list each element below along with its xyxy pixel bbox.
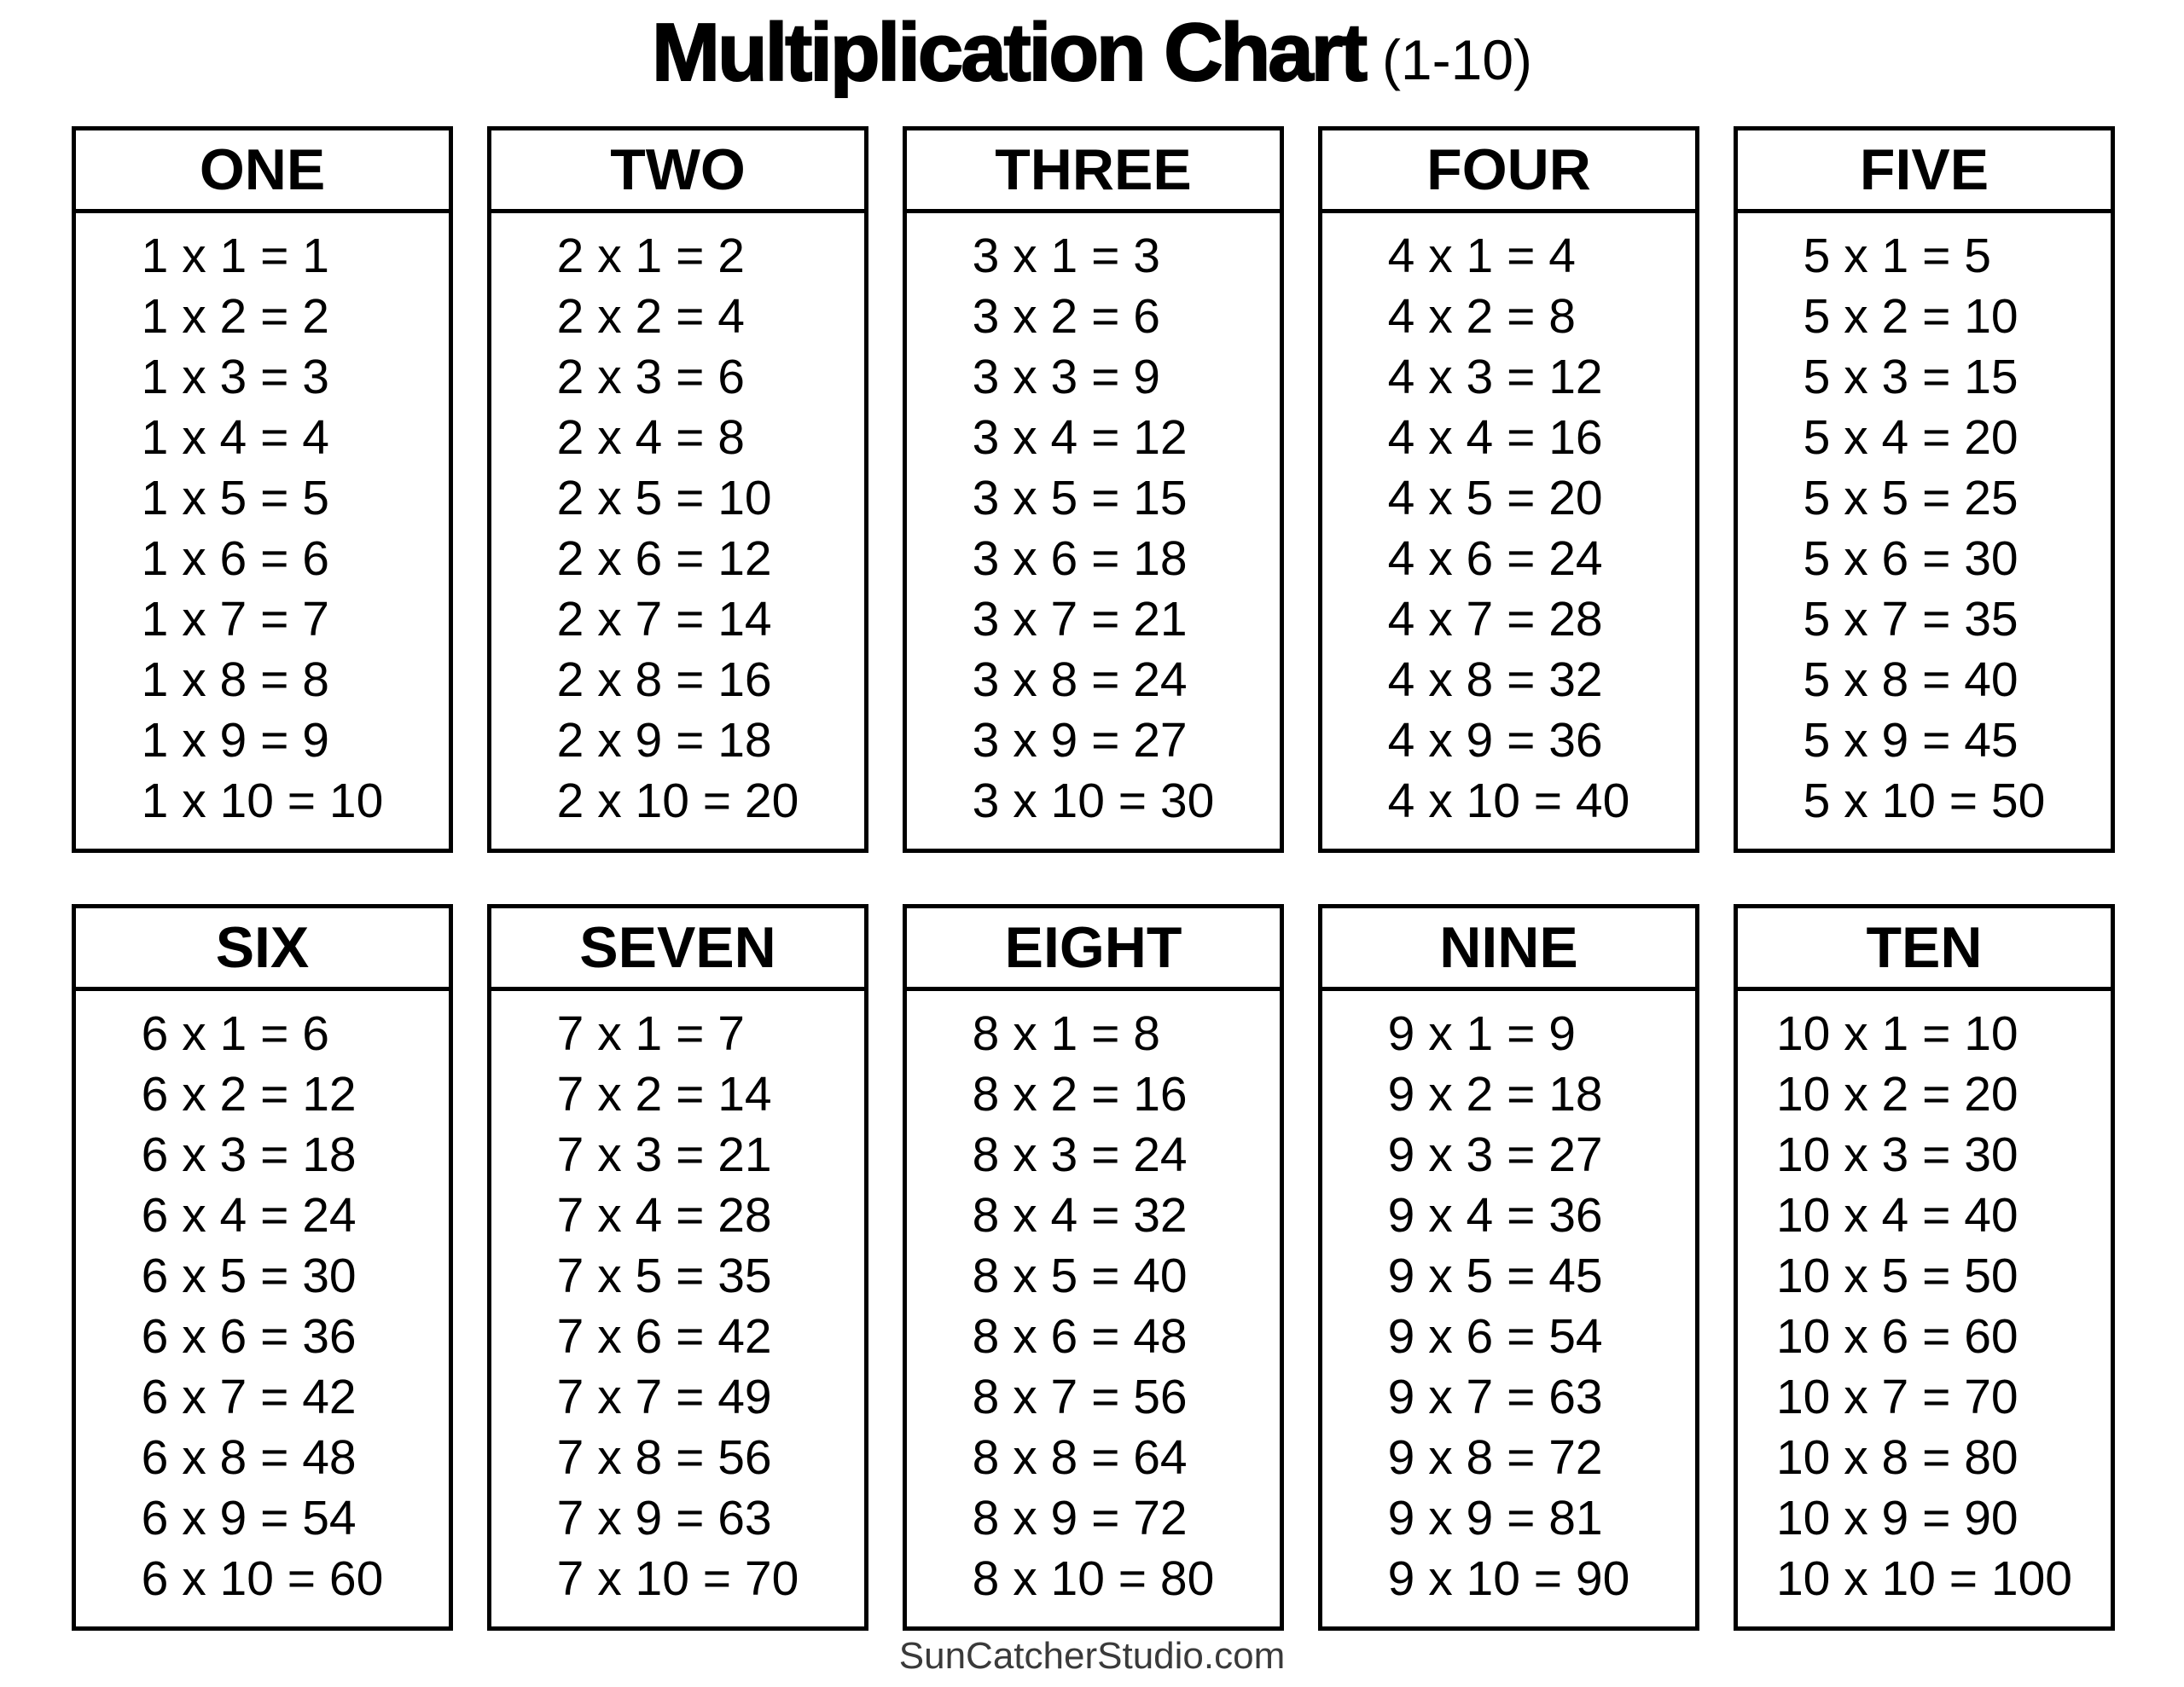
fact-row: 9 x 5 = 45 [1387,1249,1603,1303]
fact-row: 4 x 10 = 40 [1387,774,1630,828]
fact-row: 8 x 4 = 32 [972,1188,1188,1243]
fact-row: 5 x 3 = 15 [1803,350,2018,404]
fact-row: 3 x 7 = 21 [972,592,1188,646]
fact-list [1388,226,1630,832]
fact-row: 1 x 8 = 8 [141,652,329,707]
card-one-header [76,130,449,213]
fact-row: 10 x 9 = 90 [1775,1491,2018,1545]
fact-row: 3 x 8 = 24 [972,652,1188,707]
fact-row: 4 x 1 = 4 [1387,229,1576,283]
fact-row: 3 x 3 = 9 [972,350,1160,404]
card-four-body [1322,213,1695,844]
fact-row: 10 x 2 = 20 [1775,1067,2018,1122]
fact-row: 8 x 1 = 8 [972,1006,1160,1061]
card-six-body [76,991,449,1622]
fact-row: 2 x 3 = 6 [556,350,745,404]
fact-row: 6 x 7 = 42 [141,1370,357,1424]
card-six-heading: SIX [215,915,310,980]
card-two-body [491,213,864,844]
fact-row: 10 x 7 = 70 [1775,1370,2018,1424]
card-one-heading: ONE [199,137,326,202]
fact-row: 3 x 1 = 3 [972,229,1160,283]
card-seven-header [491,908,864,991]
card-eight [903,904,1284,1631]
fact-row: 3 x 2 = 6 [972,289,1160,344]
fact-row: 7 x 4 = 28 [556,1188,772,1243]
card-three-heading: THREE [995,137,1192,202]
card-seven-body [491,991,864,1622]
fact-row: 9 x 8 = 72 [1387,1430,1603,1485]
card-six-header [76,908,449,991]
card-ten-body [1738,991,2111,1622]
fact-row: 3 x 4 = 12 [972,410,1188,465]
fact-row: 1 x 1 = 1 [141,229,329,283]
fact-row: 1 x 7 = 7 [141,592,329,646]
fact-row: 1 x 4 = 4 [141,410,329,465]
fact-row: 2 x 10 = 20 [556,774,799,828]
card-five-header [1738,130,2111,213]
fact-row: 4 x 5 = 20 [1387,471,1603,525]
fact-row: 4 x 4 = 16 [1387,410,1603,465]
card-three-header [907,130,1280,213]
fact-row: 4 x 8 = 32 [1387,652,1603,707]
fact-row: 10 x 8 = 80 [1775,1430,2018,1485]
fact-row: 2 x 7 = 14 [556,592,772,646]
fact-row: 6 x 8 = 48 [141,1430,357,1485]
fact-list [142,226,384,832]
card-four [1318,126,1699,853]
card-nine-header [1322,908,1695,991]
card-five-heading: FIVE [1859,137,1989,202]
fact-row: 1 x 3 = 3 [141,350,329,404]
footer-credit: SunCatcherStudio.com [898,1635,1286,1677]
fact-row: 6 x 5 = 30 [141,1249,357,1303]
fact-row: 2 x 4 = 8 [556,410,745,465]
card-seven [487,904,868,1631]
card-two [487,126,868,853]
card-seven-heading: SEVEN [579,915,776,980]
card-one [72,126,453,853]
fact-row: 3 x 10 = 30 [972,774,1215,828]
fact-row: 7 x 2 = 14 [556,1067,772,1122]
fact-row: 8 x 7 = 56 [972,1370,1188,1424]
fact-row: 6 x 3 = 18 [141,1128,357,1182]
card-nine-body [1322,991,1695,1622]
page-title-range: (1-10) [1381,28,1533,91]
card-nine-heading: NINE [1439,915,1578,980]
fact-row: 5 x 2 = 10 [1803,289,2018,344]
fact-row: 2 x 8 = 16 [556,652,772,707]
fact-row: 10 x 4 = 40 [1775,1188,2018,1243]
card-eight-body [907,991,1280,1622]
fact-row: 9 x 1 = 9 [1387,1006,1576,1061]
fact-row: 10 x 1 = 10 [1775,1006,2018,1061]
fact-row: 9 x 10 = 90 [1387,1551,1630,1606]
fact-row: 3 x 6 = 18 [972,531,1188,586]
fact-row: 8 x 10 = 80 [972,1551,1215,1606]
card-four-header [1322,130,1695,213]
fact-row: 9 x 7 = 63 [1387,1370,1603,1424]
fact-row: 4 x 3 = 12 [1387,350,1603,404]
card-five-body [1738,213,2111,844]
fact-row: 5 x 6 = 30 [1803,531,2018,586]
fact-row: 6 x 1 = 6 [141,1006,329,1061]
card-four-heading: FOUR [1426,137,1591,202]
fact-list [557,1004,799,1609]
fact-row: 1 x 9 = 9 [141,713,329,768]
fact-row: 4 x 7 = 28 [1387,592,1603,646]
fact-row: 9 x 3 = 27 [1387,1128,1603,1182]
fact-row: 7 x 3 = 21 [556,1128,772,1182]
fact-row: 7 x 1 = 7 [556,1006,745,1061]
fact-row: 9 x 2 = 18 [1387,1067,1603,1122]
card-three [903,126,1284,853]
fact-row: 4 x 9 = 36 [1387,713,1603,768]
fact-list [557,226,799,832]
fact-row: 5 x 9 = 45 [1803,713,2018,768]
fact-row: 2 x 6 = 12 [556,531,772,586]
fact-row: 1 x 5 = 5 [141,471,329,525]
card-eight-header [907,908,1280,991]
fact-row: 8 x 9 = 72 [972,1491,1188,1545]
card-ten-heading: TEN [1866,915,1983,980]
fact-list [1804,226,2046,832]
card-ten [1734,904,2115,1631]
fact-row: 8 x 8 = 64 [972,1430,1188,1485]
fact-row: 3 x 5 = 15 [972,471,1188,525]
card-ten-header [1738,908,2111,991]
card-two-header [491,130,864,213]
fact-row: 5 x 7 = 35 [1803,592,2018,646]
fact-row: 1 x 10 = 10 [141,774,384,828]
fact-row: 1 x 6 = 6 [141,531,329,586]
fact-row: 7 x 6 = 42 [556,1309,772,1364]
fact-row: 4 x 6 = 24 [1387,531,1603,586]
fact-row: 5 x 8 = 40 [1803,652,2018,707]
fact-list [973,1004,1215,1609]
fact-row: 8 x 6 = 48 [972,1309,1188,1364]
fact-row: 7 x 5 = 35 [556,1249,772,1303]
fact-row: 5 x 10 = 50 [1803,774,2046,828]
fact-row: 10 x 3 = 30 [1775,1128,2018,1182]
fact-row: 1 x 2 = 2 [141,289,329,344]
page-title-text: Multiplication Chart [651,7,1365,98]
fact-row: 9 x 4 = 36 [1387,1188,1603,1243]
card-two-heading: TWO [610,137,746,202]
fact-row: 8 x 5 = 40 [972,1249,1188,1303]
fact-list [1388,1004,1630,1609]
fact-row: 8 x 2 = 16 [972,1067,1188,1122]
fact-row: 6 x 4 = 24 [141,1188,357,1243]
fact-row: 2 x 1 = 2 [556,229,745,283]
fact-row: 2 x 2 = 4 [556,289,745,344]
card-five [1734,126,2115,853]
fact-row: 7 x 10 = 70 [556,1551,799,1606]
fact-list [1776,1004,2072,1609]
card-six [72,904,453,1631]
fact-row: 7 x 7 = 49 [556,1370,772,1424]
fact-row: 7 x 9 = 63 [556,1491,772,1545]
fact-row: 2 x 9 = 18 [556,713,772,768]
card-one-body [76,213,449,844]
fact-row: 9 x 6 = 54 [1387,1309,1603,1364]
fact-row: 6 x 2 = 12 [141,1067,357,1122]
page-title [0,0,2184,126]
fact-row: 10 x 5 = 50 [1775,1249,2018,1303]
fact-row: 5 x 1 = 5 [1803,229,1991,283]
fact-row: 7 x 8 = 56 [556,1430,772,1485]
fact-row: 4 x 2 = 8 [1387,289,1576,344]
fact-row: 2 x 5 = 10 [556,471,772,525]
fact-list [142,1004,384,1609]
card-three-body [907,213,1280,844]
fact-row: 6 x 9 = 54 [141,1491,357,1545]
card-eight-heading: EIGHT [1004,915,1182,980]
fact-row: 6 x 10 = 60 [141,1551,384,1606]
card-nine [1318,904,1699,1631]
fact-list [973,226,1215,832]
fact-row: 8 x 3 = 24 [972,1128,1188,1182]
fact-row: 3 x 9 = 27 [972,713,1188,768]
fact-row: 9 x 9 = 81 [1387,1491,1603,1545]
fact-row: 6 x 6 = 36 [141,1309,357,1364]
fact-row: 10 x 6 = 60 [1775,1309,2018,1364]
fact-row: 5 x 4 = 20 [1803,410,2018,465]
fact-row: 10 x 10 = 100 [1775,1551,2073,1606]
fact-row: 5 x 5 = 25 [1803,471,2018,525]
multiplication-card-grid [72,126,2116,1631]
